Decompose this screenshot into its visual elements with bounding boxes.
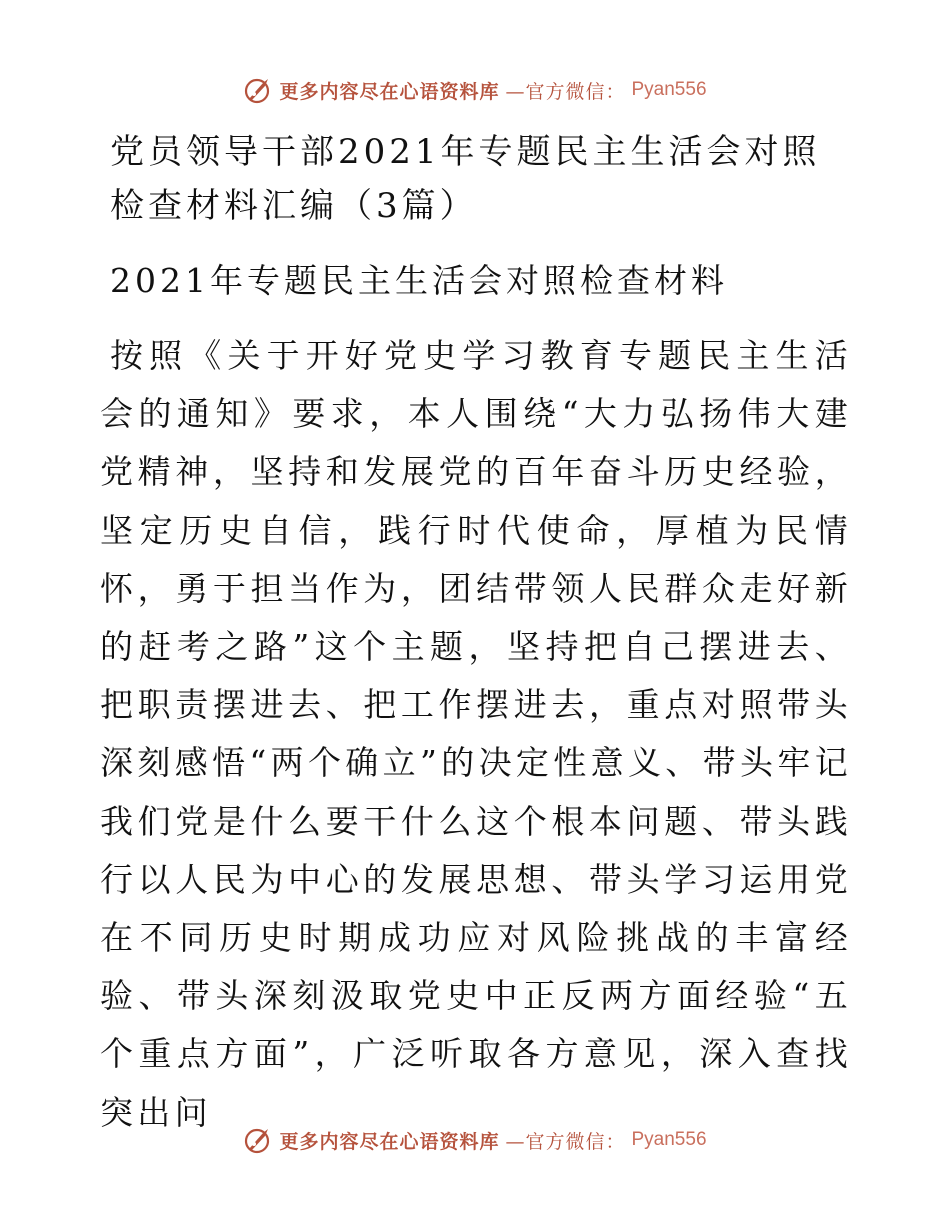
- banner-wechat-handle: Pyan556: [631, 1129, 707, 1150]
- document-subtitle: 2021年专题民主生活会对照检查材料: [110, 261, 728, 300]
- banner-brand-text: 更多内容尽在心语资料库: [279, 1130, 500, 1153]
- banner-official-label: —官方微信：: [505, 1130, 626, 1153]
- banner-brand-text: 更多内容尽在心语资料库: [279, 80, 500, 103]
- footer-watermark-banner: [0, 1120, 950, 1160]
- pen-logo-icon: [243, 1125, 273, 1155]
- document-title: 党员领导干部2021年专题民主生活会对照检查材料汇编（3篇）: [110, 132, 821, 226]
- document-body: [100, 125, 852, 1142]
- body-paragraph: 按照《关于开好党史学习教育专题民主生活会的通知》要求，本人围绕“大力弘扬伟大建党精神，坚持和发展党的百年奋斗历史经验，坚定历史自信，践行时代使命，厚植为民情怀，勇于担当作为，团结带领人民群众走好新的赶考之路”这个主题，坚持把自己摆进去、把职责摆进去、把工作摆进去，重点对照带头深刻感悟“两个确立”的决定性意义、带头牢记我们党是什么要干什么这个根本问题、带头践行以人民为中心的发展思想、带头学习运用党在不同历史时期成功应对风险挑战的丰富经验、带头深刻汲取党史中正反两方面经验“五个重点方面”，广泛听取各方意见，深入查找突出问: [100, 336, 852, 1132]
- pen-logo-icon: [243, 75, 273, 105]
- header-watermark-banner: [0, 70, 950, 110]
- banner-wechat-handle: Pyan556: [631, 79, 707, 100]
- banner-official-label: —官方微信：: [505, 80, 626, 103]
